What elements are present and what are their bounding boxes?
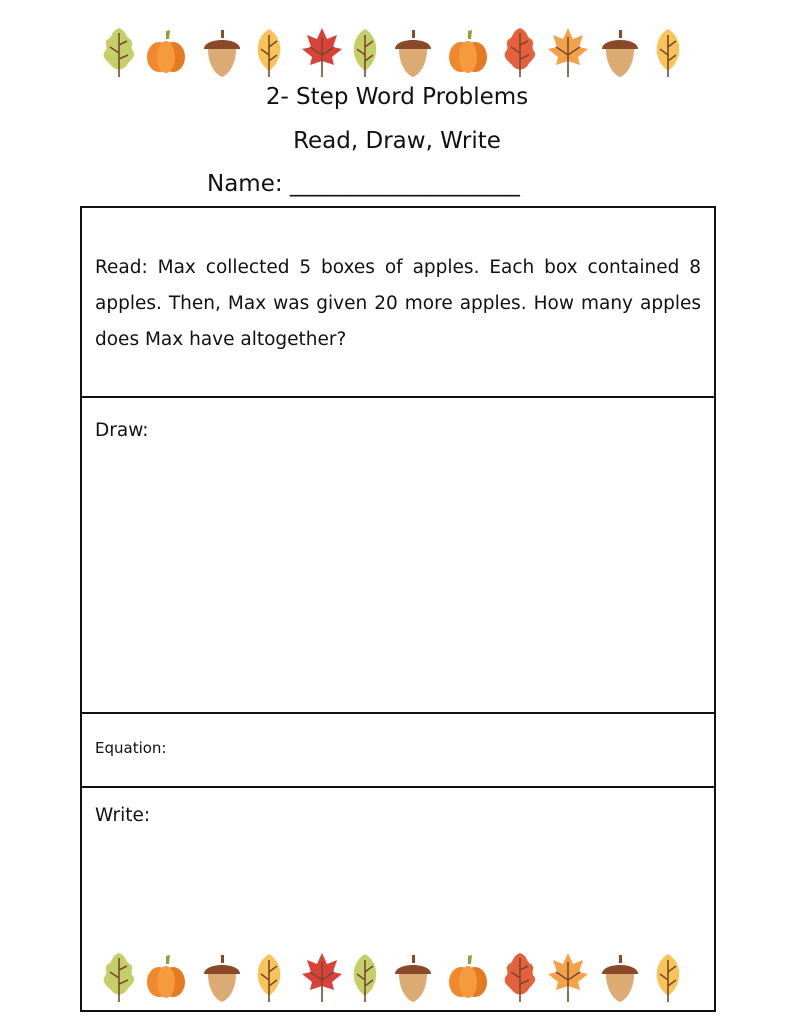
pumpkin-icon bbox=[144, 25, 188, 79]
yellow-leaf-icon bbox=[646, 25, 690, 79]
green-oak-leaf-icon bbox=[97, 950, 141, 1004]
equation-label: Equation: bbox=[95, 739, 167, 757]
orange-maple-leaf-icon bbox=[546, 25, 590, 79]
worksheet-subtitle: Read, Draw, Write bbox=[293, 128, 501, 154]
worksheet-title: 2- Step Word Problems bbox=[265, 84, 529, 110]
red-oak-leaf-icon bbox=[498, 950, 542, 1004]
pumpkin-icon bbox=[446, 950, 490, 1004]
acorn-icon bbox=[391, 25, 435, 79]
equation-section[interactable] bbox=[82, 714, 714, 788]
read-section bbox=[82, 208, 714, 398]
draw-label: Draw: bbox=[95, 420, 149, 441]
bottom-decoration-border bbox=[0, 950, 794, 1006]
acorn-icon bbox=[598, 950, 642, 1004]
worksheet-box bbox=[80, 206, 716, 1012]
write-label: Write: bbox=[95, 805, 151, 826]
name-field[interactable]: Name: ____________________ bbox=[207, 171, 520, 197]
red-maple-leaf-icon bbox=[300, 950, 344, 1004]
red-oak-leaf-icon bbox=[498, 25, 542, 79]
draw-section[interactable] bbox=[82, 398, 714, 714]
acorn-icon bbox=[200, 950, 244, 1004]
yellow-leaf-icon bbox=[247, 25, 291, 79]
yellow-leaf-icon bbox=[646, 950, 690, 1004]
top-decoration-border bbox=[0, 25, 794, 81]
yellow-leaf-icon bbox=[247, 950, 291, 1004]
read-problem-text: Read: Max collected 5 boxes of apples. Each box contained 8 apples. Then, Max was given 20 more apples. How many apples does Max have altogether? bbox=[95, 257, 701, 350]
green-leaf-icon bbox=[343, 950, 387, 1004]
acorn-icon bbox=[391, 950, 435, 1004]
orange-maple-leaf-icon bbox=[546, 950, 590, 1004]
red-maple-leaf-icon bbox=[300, 25, 344, 79]
pumpkin-icon bbox=[144, 950, 188, 1004]
pumpkin-icon bbox=[446, 25, 490, 79]
green-oak-leaf-icon bbox=[97, 25, 141, 79]
acorn-icon bbox=[598, 25, 642, 79]
acorn-icon bbox=[200, 25, 244, 79]
green-leaf-icon bbox=[343, 25, 387, 79]
